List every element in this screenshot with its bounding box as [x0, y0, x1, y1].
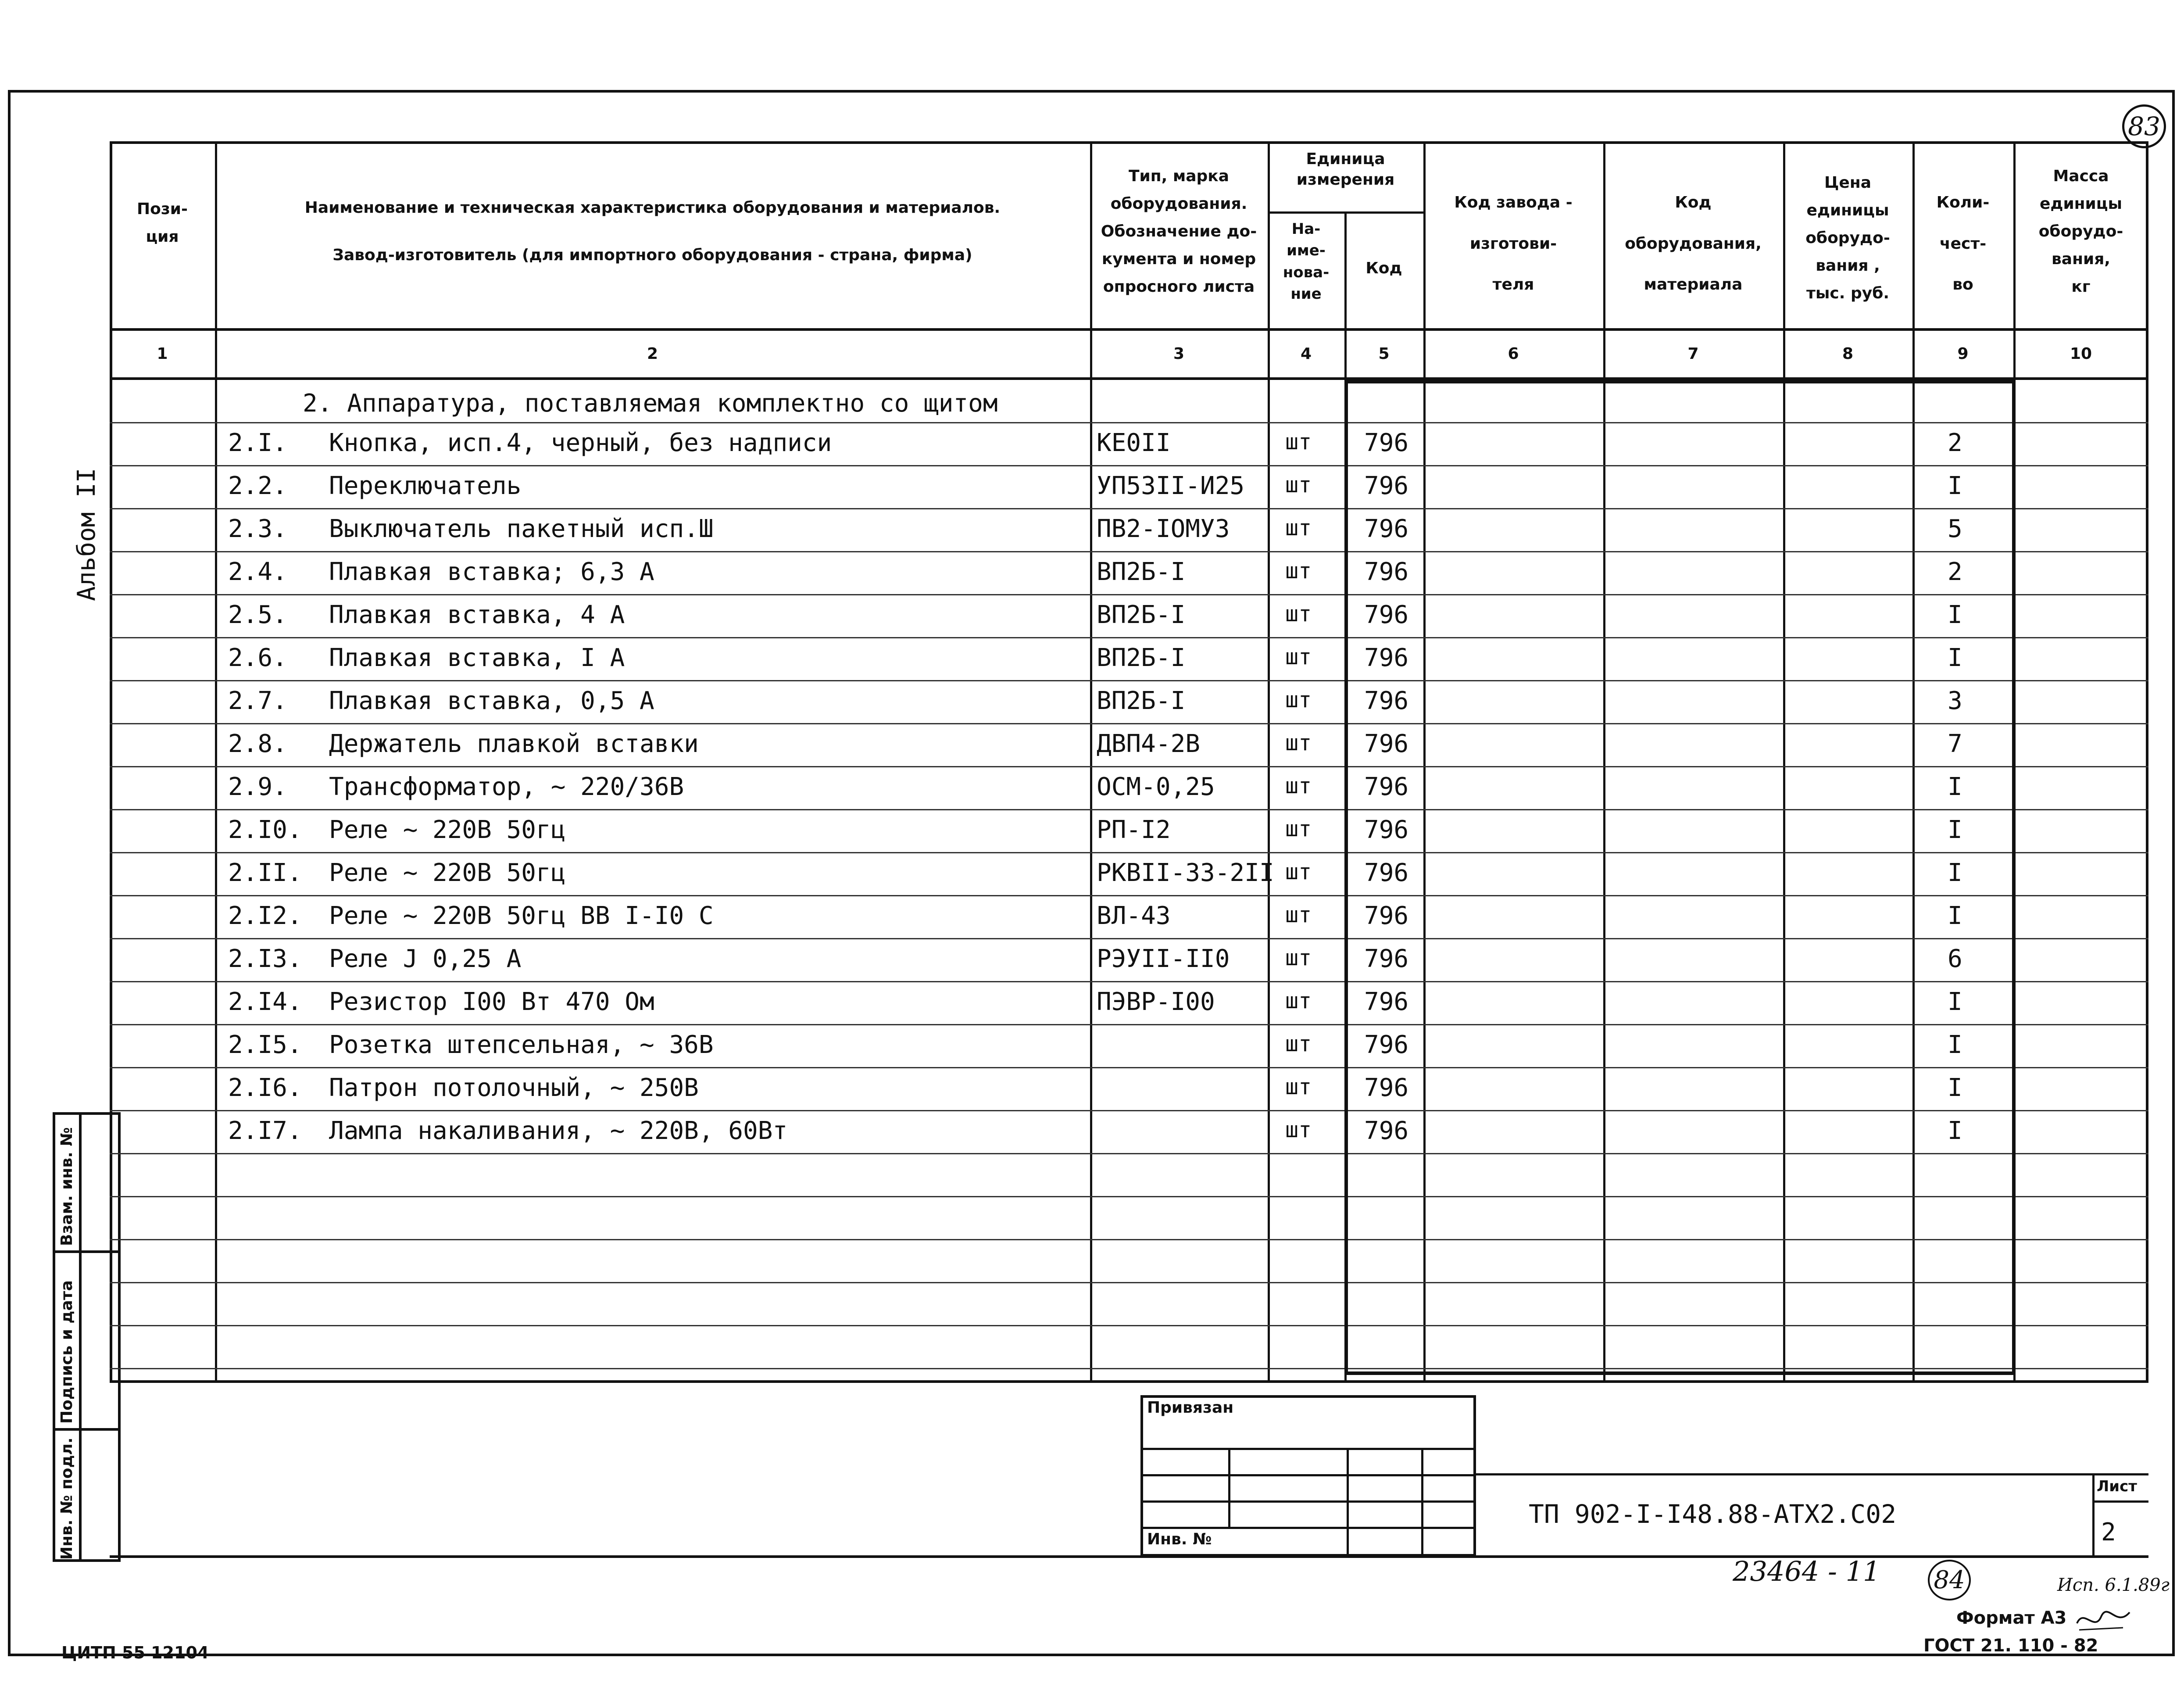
row-name: Реле ~ 220В 50гц — [329, 859, 566, 887]
row-code: 796 — [1364, 730, 1409, 758]
row-quantity: 2 — [1948, 429, 1962, 457]
row-code: 796 — [1364, 1117, 1409, 1145]
row-code: 796 — [1364, 644, 1409, 672]
row-name: Трансформатор, ~ 220/36В — [329, 773, 684, 801]
row-unit: шт — [1285, 515, 1312, 541]
header-bottom-line — [110, 328, 2148, 331]
sheet-box-left — [2092, 1473, 2095, 1557]
row-type: РП-I2 — [1097, 816, 1171, 844]
row-unit: шт — [1285, 558, 1312, 584]
sheet-box-mid — [2092, 1500, 2148, 1503]
sheet-number-bottom-circle — [1928, 1560, 1971, 1600]
row-code: 796 — [1364, 773, 1409, 801]
org-label: ЦИТП 55 12104 — [61, 1643, 209, 1662]
row-code: 796 — [1364, 558, 1409, 586]
row-position: 2.I0. — [228, 816, 302, 844]
row-position: 2.5. — [228, 601, 287, 629]
row-position: 2.II. — [228, 859, 302, 887]
row-quantity: 6 — [1948, 945, 1962, 973]
album-label: Альбом II — [72, 468, 101, 601]
sheet-label: Лист — [2097, 1478, 2137, 1495]
column-number: 1 — [157, 345, 168, 363]
header-col-2: Наименование и техническая характеристика оборудования и материалов. Завод-изготовитель (для импортного оборудования - страна, фирма) — [304, 199, 1001, 264]
row-code: 796 — [1364, 859, 1409, 887]
header-col-6: Код завода - изготови- теля — [1454, 193, 1573, 294]
row-position: 2.4. — [228, 558, 287, 586]
row-name: Кнопка, исп.4, черный, без надписи — [329, 429, 832, 457]
side-divider-vert — [79, 1112, 82, 1562]
column-number: 9 — [1957, 345, 1969, 363]
row-name: Переключатель — [329, 472, 522, 500]
signature-icon — [2075, 1606, 2132, 1639]
row-type: ОСМ-0,25 — [1097, 773, 1215, 801]
row-name: Реле ~ 220В 50гц — [329, 816, 566, 844]
row-unit: шт — [1285, 1031, 1312, 1056]
row-quantity: I — [1948, 902, 1962, 930]
row-type: ВП2Б-I — [1097, 687, 1186, 715]
row-type: УП53II-И25 — [1097, 472, 1245, 500]
column-number: 3 — [1173, 345, 1185, 363]
row-type: КЕ0II — [1097, 429, 1171, 457]
row-position: 2.9. — [228, 773, 287, 801]
row-code: 796 — [1364, 1074, 1409, 1102]
row-position: 2.2. — [228, 472, 287, 500]
sheet-value: 2 — [2101, 1518, 2116, 1547]
header-col-4: На- име- нова- ние — [1283, 220, 1330, 303]
row-quantity: I — [1948, 1074, 1962, 1102]
column-number: 10 — [2070, 345, 2092, 363]
row-code: 796 — [1364, 601, 1409, 629]
privyazan-label: Привязан — [1147, 1399, 1234, 1417]
row-name: Патрон потолочный, ~ 250В — [329, 1074, 699, 1102]
side-label-podpis: Подпись и дата — [58, 1280, 76, 1424]
row-code: 796 — [1364, 472, 1409, 500]
privyazan-vline — [1421, 1448, 1423, 1555]
stamp-outer-line — [110, 1380, 2148, 1383]
row-type: ПЭВР-I00 — [1097, 988, 1215, 1016]
row-position: 2.I7. — [228, 1117, 302, 1145]
signature-note: Исп. 6.1.89г — [2057, 1575, 2170, 1595]
row-unit: шт — [1285, 601, 1312, 627]
row-quantity: I — [1948, 988, 1962, 1016]
row-unit: шт — [1285, 859, 1312, 884]
header-col-9: Коли- чест- во — [1936, 193, 1990, 294]
row-code: 796 — [1364, 429, 1409, 457]
privyazan-hline — [1140, 1474, 1476, 1476]
row-name: Плавкая вставка; 6,3 А — [329, 558, 654, 586]
privyazan-hline — [1140, 1527, 1476, 1529]
row-unit: шт — [1285, 902, 1312, 927]
row-position: 2.7. — [228, 687, 287, 715]
privyazan-hline — [1140, 1448, 1476, 1450]
row-name: Розетка штепсельная, ~ 36В — [329, 1031, 714, 1059]
header-col-8: Цена единицы оборудо- вания , тыс. руб. — [1805, 174, 1890, 302]
row-unit: шт — [1285, 1117, 1312, 1142]
row-quantity: I — [1948, 644, 1962, 672]
privyazan-vline — [1347, 1448, 1349, 1555]
document-code: ТП 902-I-I48.88-АТХ2.С02 — [1529, 1499, 1897, 1529]
column-number: 6 — [1508, 345, 1519, 363]
row-code: 796 — [1364, 1031, 1409, 1059]
row-position: 2.3. — [228, 515, 287, 543]
row-position: 2.I5. — [228, 1031, 302, 1059]
section-title: 2. Аппаратура, поставляемая комплектно со щитом — [303, 389, 998, 418]
bold-box — [1344, 380, 2016, 1375]
inv-label: Инв. № — [1147, 1530, 1212, 1548]
row-quantity: I — [1948, 1117, 1962, 1145]
row-type: ВП2Б-I — [1097, 558, 1186, 586]
row-type: РЭУII-II0 — [1097, 945, 1230, 973]
row-unit: шт — [1285, 773, 1312, 798]
row-name: Держатель плавкой вставки — [329, 730, 699, 758]
format-label: Формат А3 — [1956, 1608, 2067, 1628]
row-type: ПВ2-IOMУЗ — [1097, 515, 1230, 543]
column-number: 7 — [1687, 345, 1699, 363]
header-col-1: Пози- ция — [137, 200, 188, 246]
column-number: 2 — [647, 345, 658, 363]
row-code: 796 — [1364, 816, 1409, 844]
row-code: 796 — [1364, 687, 1409, 715]
row-quantity: 3 — [1948, 687, 1962, 715]
row-type: ВЛ-43 — [1097, 902, 1171, 930]
row-position: 2.I4. — [228, 988, 302, 1016]
row-unit: шт — [1285, 687, 1312, 713]
gost-label: ГОСТ 21. 110 - 82 — [1923, 1636, 2098, 1656]
row-unit: шт — [1285, 429, 1312, 455]
row-type: ДВП4-2В — [1097, 730, 1201, 758]
row-quantity: I — [1948, 601, 1962, 629]
code-line — [1476, 1473, 2148, 1475]
row-name: Резистор I00 Вт 470 Ом — [329, 988, 654, 1016]
sheet-number-top: 83 — [2128, 111, 2160, 141]
row-unit: шт — [1285, 988, 1312, 1013]
row-unit: шт — [1285, 945, 1312, 970]
header-unit-group: Единица измерения — [1296, 150, 1395, 189]
column-line — [1090, 141, 1092, 1380]
archive-number: 23464 - 11 — [1733, 1555, 1880, 1587]
row-quantity: I — [1948, 472, 1962, 500]
row-type: ВП2Б-I — [1097, 601, 1186, 629]
side-divider — [53, 1428, 121, 1431]
column-line — [215, 141, 217, 1380]
row-quantity: I — [1948, 816, 1962, 844]
row-position: 2.I. — [228, 429, 287, 457]
row-name: Плавкая вставка, I А — [329, 644, 625, 672]
privyazan-vline — [1228, 1448, 1230, 1527]
column-number: 4 — [1300, 345, 1312, 363]
row-unit: шт — [1285, 472, 1312, 498]
row-unit: шт — [1285, 644, 1312, 670]
row-name: Лампа накаливания, ~ 220В, 60Вт — [329, 1117, 788, 1145]
row-name: Плавкая вставка, 0,5 А — [329, 687, 654, 715]
row-type: ВП2Б-I — [1097, 644, 1186, 672]
row-code: 796 — [1364, 945, 1409, 973]
row-unit: шт — [1285, 816, 1312, 841]
header-col-10: Масса единицы оборудо- вания, кг — [2038, 167, 2123, 296]
row-name: Выключатель пакетный исп.Ш — [329, 515, 714, 543]
row-position: 2.I3. — [228, 945, 302, 973]
row-unit: шт — [1285, 1074, 1312, 1099]
side-label-inv: Инв. № подл. — [58, 1437, 76, 1560]
row-name: Плавкая вставка, 4 А — [329, 601, 625, 629]
row-quantity: 7 — [1948, 730, 1962, 758]
column-number: 5 — [1378, 345, 1390, 363]
column-line — [1268, 141, 1270, 1380]
row-quantity: I — [1948, 773, 1962, 801]
row-position: 2.I2. — [228, 902, 302, 930]
column-number: 8 — [1842, 345, 1854, 363]
side-label-vzam: Взам. инв. № — [58, 1127, 76, 1246]
privyazan-hline — [1140, 1500, 1476, 1503]
row-quantity: 2 — [1948, 558, 1962, 586]
row-unit: шт — [1285, 730, 1312, 755]
header-col-3: Тип, марка оборудования. Обозначение до- кумента и номер опросного листа — [1101, 167, 1257, 296]
row-name: Реле J 0,25 А — [329, 945, 522, 973]
row-quantity: I — [1948, 1031, 1962, 1059]
row-code: 796 — [1364, 515, 1409, 543]
row-position: 2.8. — [228, 730, 287, 758]
row-type: РКВII-33-2II — [1097, 859, 1274, 887]
row-position: 2.I6. — [228, 1074, 302, 1102]
row-code: 796 — [1364, 902, 1409, 930]
row-position: 2.6. — [228, 644, 287, 672]
row-code: 796 — [1364, 988, 1409, 1016]
header-col-5: Код — [1365, 259, 1402, 277]
row-quantity: I — [1948, 859, 1962, 887]
row-quantity: 5 — [1948, 515, 1962, 543]
row-name: Реле ~ 220В 50гц ВВ I-I0 С — [329, 902, 714, 930]
header-col-7: Код оборудования, материала — [1625, 193, 1762, 294]
sheet-number-bottom: 84 — [1934, 1566, 1965, 1594]
